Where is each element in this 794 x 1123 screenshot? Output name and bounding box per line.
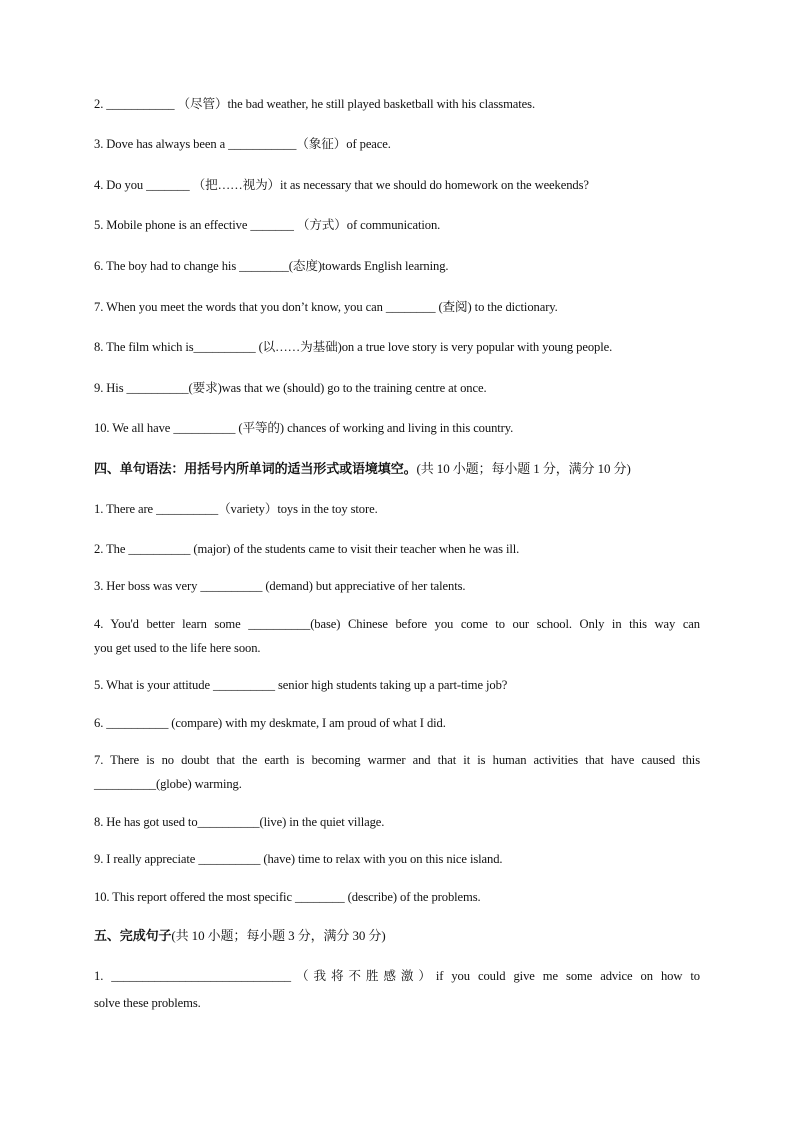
grammar-item-9: 9. I really appreciate __________ (have) time to relax with you on this nice island. (94, 852, 503, 866)
section-5-title: 五、完成句子 (94, 928, 172, 943)
section-4-heading (94, 460, 631, 478)
grammar-item-4: 4. You'd better learn some __________(base) Chinese before you come to our school. Only in this way can (94, 617, 700, 631)
vocab-item-8: 8. The film which is__________ (以……为基础)on a true love story is very popular with young people. (94, 340, 613, 354)
grammar-item-10: 10. This report offered the most specific ________ (describe) of the problems. (94, 890, 481, 904)
vocab-item-6: 6. The boy had to change his ________(态度)towards English learning. (94, 259, 449, 273)
grammar-item-5: 5. What is your attitude __________ senior high students taking up a part-time job? (94, 678, 508, 692)
grammar-item-6: 6. __________ (compare) with my deskmate, I am proud of what I did. (94, 716, 446, 730)
complete-item-1: 1. _____________________________（我将不胜感激）if you could give me some advice on how to (94, 969, 700, 983)
section-4-title: 四、单句语法：用括号内所单词的适当形式或语境填空。 (94, 461, 417, 476)
vocab-item-7: 7. When you meet the words that you don’t know, you can ________ (查阅) to the dictionary. (94, 300, 558, 314)
vocab-item-2: 2. ___________ （尽管）the bad weather, he still played basketball with his classmates. (94, 97, 535, 111)
vocab-item-9: 9. His __________(要求)was that we (should) go to the training centre at once. (94, 381, 487, 395)
grammar-item-4-cont: you get used to the life here soon. (94, 641, 261, 655)
section-5-heading (94, 927, 386, 945)
vocab-item-3: 3. Dove has always been a ___________（象征）of peace. (94, 137, 391, 151)
grammar-item-2: 2. The __________ (major) of the students came to visit their teacher when he was ill. (94, 542, 520, 556)
vocab-item-4: 4. Do you _______ （把……视为）it as necessary that we should do homework on the weekends? (94, 178, 589, 192)
grammar-item-3: 3. Her boss was very __________ (demand) but appreciative of her talents. (94, 579, 466, 593)
vocab-item-10: 10. We all have __________ (平等的) chances of working and living in this country. (94, 421, 514, 435)
grammar-item-1: 1. There are __________（variety）toys in the toy store. (94, 502, 378, 516)
section-4-note: (共 10 小题；每小题 1 分，满分 10 分) (416, 461, 631, 476)
vocab-item-5: 5. Mobile phone is an effective _______ （方式）of communication. (94, 218, 441, 232)
grammar-item-7-cont: __________(globe) warming. (94, 777, 242, 791)
grammar-item-8: 8. He has got used to__________(live) in the quiet village. (94, 815, 385, 829)
grammar-item-7: 7. There is no doubt that the earth is becoming warmer and that it is human activities that have caused this (94, 753, 700, 767)
section-5-note: (共 10 小题；每小题 3 分，满分 30 分) (171, 928, 386, 943)
complete-item-1-cont: solve these problems. (94, 996, 201, 1010)
